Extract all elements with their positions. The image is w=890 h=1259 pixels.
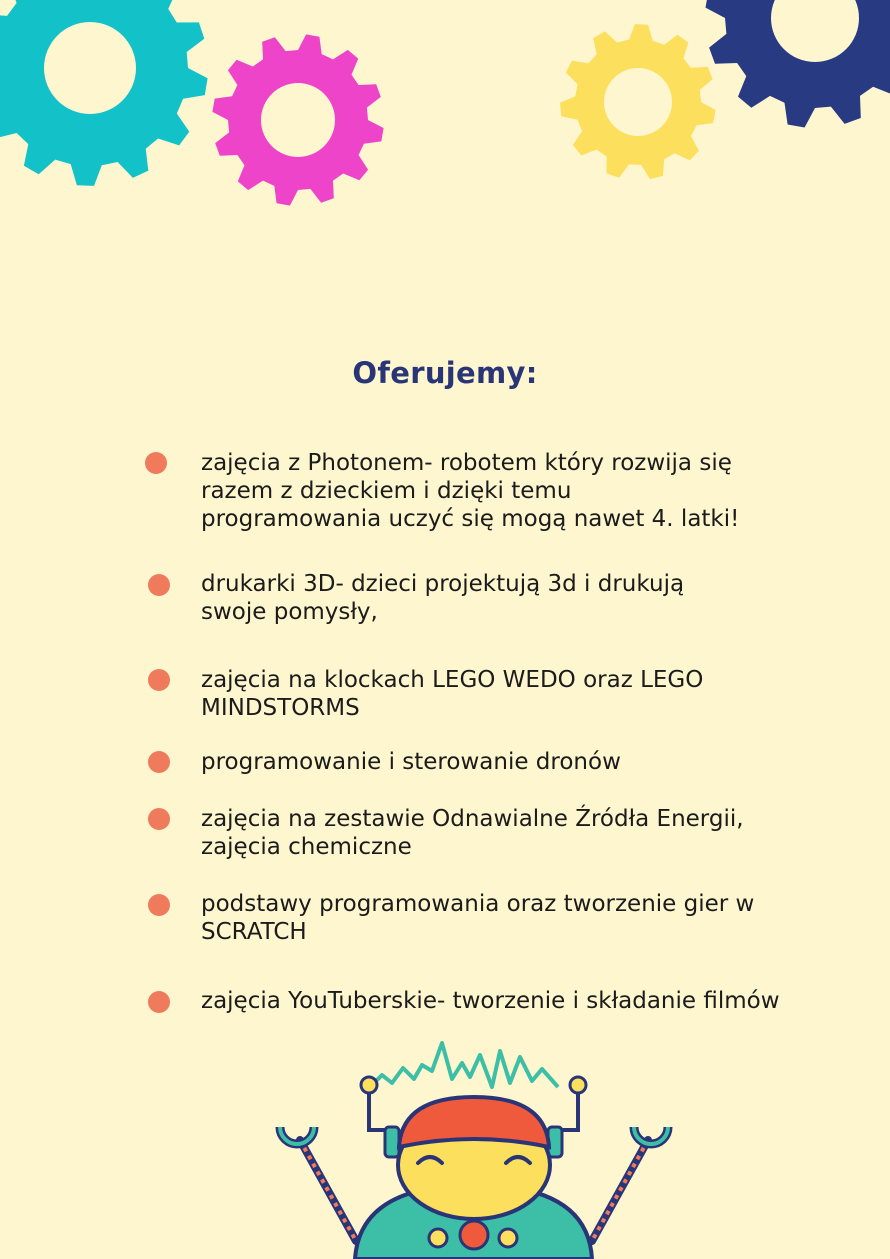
zigzag-icon bbox=[370, 1043, 558, 1087]
list-item-text: drukarki 3D- dzieci projektują 3d i drukują swoje pomysły, bbox=[201, 571, 685, 625]
list-item-text: programowanie i sterowanie dronów bbox=[201, 749, 621, 775]
list-item-text: podstawy programowania oraz tworzenie gier w SCRATCH bbox=[201, 891, 755, 945]
list-item-text: zajęcia na klockach LEGO WEDO oraz LEGO MINDSTORMS bbox=[201, 667, 704, 721]
bullet-icon bbox=[148, 991, 170, 1013]
list-item-text: zajęcia na zestawie Odnawialne Źródła Energii, zajęcia chemiczne bbox=[201, 806, 744, 860]
robot-illustration bbox=[270, 1035, 690, 1259]
list-item-text: zajęcia z Photonem- robotem który rozwija się razem z dzieckiem i dzięki temu programowania uczyć się mogą nawet 4. latki! bbox=[201, 450, 740, 532]
bullet-icon bbox=[148, 751, 170, 773]
bullet-icon bbox=[148, 669, 170, 691]
gear-icon-magenta bbox=[212, 34, 383, 205]
bullet-icon bbox=[145, 452, 167, 474]
bullet-icon bbox=[148, 894, 170, 916]
gear-icon-navy bbox=[706, 0, 890, 128]
list-item-text: zajęcia YouTuberskie- tworzenie i składanie filmów bbox=[201, 988, 780, 1014]
bullet-icon bbox=[148, 808, 170, 830]
page-title: Oferujemy: bbox=[352, 356, 538, 390]
gear-icon-cyan bbox=[0, 0, 208, 186]
gear-icon-cyan bbox=[0, 0, 890, 220]
bullet-icon bbox=[148, 574, 170, 596]
gear-icon-yellow bbox=[560, 24, 716, 179]
